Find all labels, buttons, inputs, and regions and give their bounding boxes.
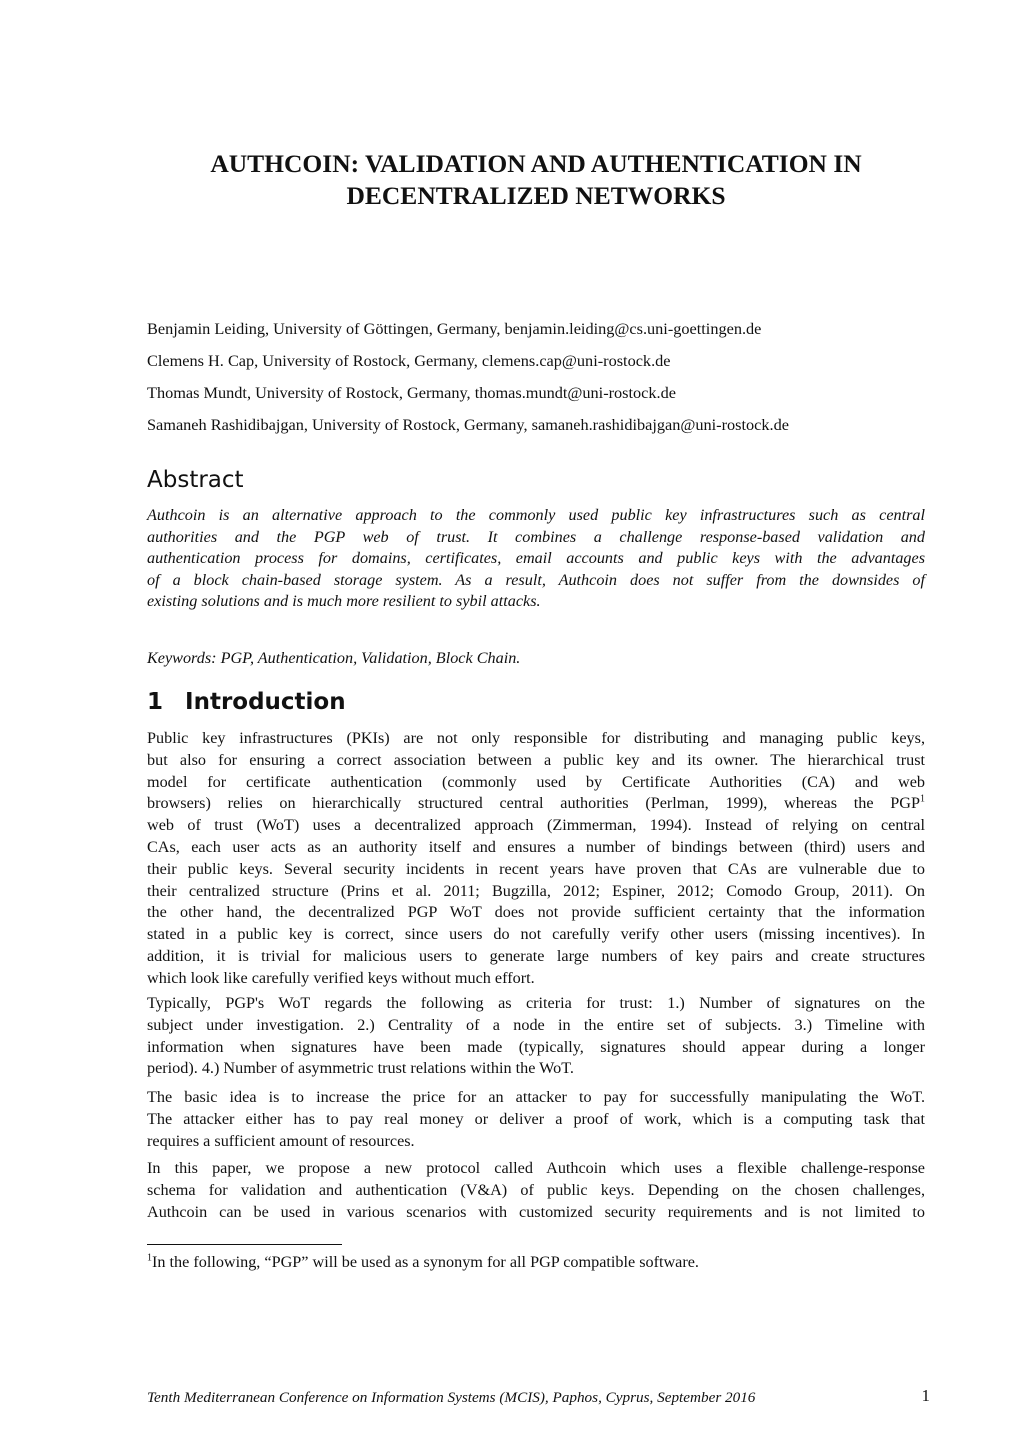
text-line: The basic idea is to increase the price for an attacker to pay for successfully manipulating the WoT. <box>147 1088 925 1106</box>
text-line: period). 4.) Number of asymmetric trust relations within the WoT. <box>147 1059 574 1078</box>
keywords: Keywords: PGP, Authentication, Validation, Block Chain. <box>147 649 521 667</box>
page-number: 1 <box>921 1386 930 1405</box>
title-line-2: DECENTRALIZED NETWORKS <box>346 181 726 210</box>
text-line: In this paper, we propose a new protocol called Authcoin which uses a flexible challenge-response <box>147 1159 925 1177</box>
text-line: which look like carefully verified keys without much effort. <box>147 968 535 987</box>
footnote-reference[interactable]: 1 <box>920 794 925 805</box>
footnote-text: In the following, “PGP” will be used as a synonym for all PGP compatible software. <box>152 1253 699 1271</box>
intro-paragraph-1 <box>147 728 925 990</box>
text-line: CAs, each user acts as an authority itself and ensures a number of bindings between (third) users and <box>147 837 925 856</box>
title-line-1: AUTHCOIN: VALIDATION AND AUTHENTICATION IN <box>210 149 862 178</box>
author-line: Benjamin Leiding, University of Göttingen, Germany, benjamin.leiding@cs.uni-goettingen.de <box>147 319 762 338</box>
section-title: Introduction <box>185 689 346 715</box>
abstract-line: of a block chain-based storage system. As a result, Authcoin does not suffer from the downsides of <box>147 570 925 589</box>
text-line: requires a sufficient amount of resources. <box>147 1131 415 1150</box>
text-line: browsers) relies on hierarchically structured central authorities (Perlman, 1999), whereas the PGP <box>147 794 920 813</box>
text-line: addition, it is trivial for malicious users to generate large numbers of key pairs and create structures <box>147 946 925 965</box>
footnote-mark: 1 <box>147 1252 152 1264</box>
text-line: but also for ensuring a correct association between a public key and its owner. The hierarchical trust <box>147 750 925 769</box>
section-number: 1 <box>147 689 164 715</box>
author-line: Thomas Mundt, University of Rostock, Germany, thomas.mundt@uni-rostock.de <box>147 383 676 402</box>
text-line: The attacker either has to pay real money or deliver a proof of work, which is a computing task that <box>147 1109 925 1128</box>
text-line: their centralized structure (Prins et al. 2011; Bugzilla, 2012; Espiner, 2012; Comodo Group, 2011). On <box>147 881 925 900</box>
text-line: the other hand, the decentralized PGP WoT does not provide sufficient certainty that the information <box>147 903 925 922</box>
section-heading-introduction <box>147 688 346 716</box>
footnote-divider <box>147 1244 342 1245</box>
page-footer <box>147 1388 930 1408</box>
text-line: Typically, PGP's WoT regards the following as criteria for trust: 1.) Number of signatures on the <box>147 994 925 1012</box>
text-line: information when signatures have been made (typically, signatures should appear during a longer <box>147 1037 925 1056</box>
intro-paragraph-4 <box>147 1158 925 1223</box>
abstract-line: existing solutions and is much more resilient to sybil attacks. <box>147 592 541 611</box>
abstract-line: authentication process for domains, certificates, email accounts and public keys with the advantages <box>147 549 925 568</box>
text-line: model for certificate authentication (commonly used by Certificate Authorities (CA) and web <box>147 772 925 791</box>
text-line-with-footnote <box>147 793 925 815</box>
text-line: web of trust (WoT) uses a decentralized approach (Zimmerman, 1994). Instead of relying on central <box>147 816 925 835</box>
text-line: schema for validation and authentication (V&A) of public keys. Depending on the chosen challenges, <box>147 1180 925 1199</box>
intro-paragraph-3 <box>147 1087 925 1152</box>
abstract-line: authorities and the PGP web of trust. It combines a challenge response-based validation and <box>147 527 925 546</box>
text-line: Public key infrastructures (PKIs) are not only responsible for distributing and managing public keys, <box>147 729 925 747</box>
text-line: stated in a public key is correct, since users do not carefully verify other users (missing incentives). In <box>147 925 925 944</box>
text-line: their public keys. Several security incidents in recent years have proven that CAs are vulnerable due to <box>147 859 925 878</box>
text-line: subject under investigation. 2.) Centrality of a node in the entire set of subjects. 3.) Timeline with <box>147 1015 925 1034</box>
abstract-text <box>147 505 925 613</box>
author-list <box>147 318 947 446</box>
author-line: Samaneh Rashidibajgan, University of Rostock, Germany, samaneh.rashidibajgan@uni-rostock.de <box>147 415 789 434</box>
intro-paragraph-2 <box>147 993 925 1080</box>
abstract-heading: Abstract <box>147 467 244 493</box>
abstract-line: Authcoin is an alternative approach to the commonly used public key infrastructures such as central <box>147 506 925 524</box>
conference-name: Tenth Mediterranean Conference on Information Systems (MCIS), Paphos, Cyprus, September 2016 <box>147 1389 756 1406</box>
author-line: Clemens H. Cap, University of Rostock, Germany, clemens.cap@uni-rostock.de <box>147 351 671 370</box>
text-line: Authcoin can be used in various scenarios with customized security requirements and is not limited to <box>147 1202 925 1221</box>
paper-title <box>100 148 972 212</box>
footnote <box>147 1251 699 1273</box>
